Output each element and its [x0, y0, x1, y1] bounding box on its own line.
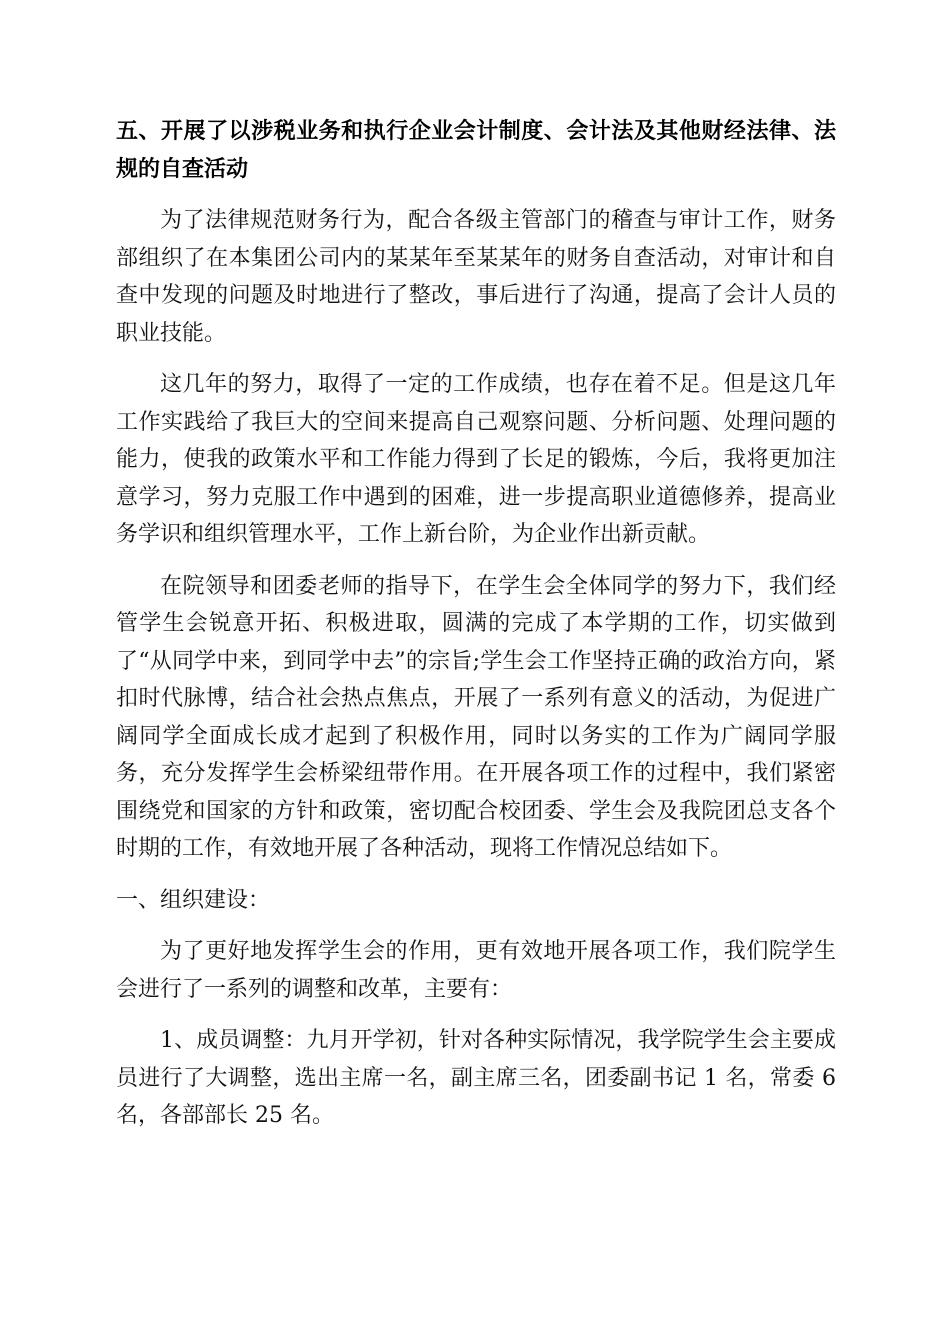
paragraph-achievements: 这几年的努力，取得了一定的工作成绩，也存在着不足。但是这几年工作实践给了我巨大的空间来提高自己观察问题、分析问题、处理问题的能力，使我的政策水平和工作能力得到了长足的锻炼，今后，我将更加注意学习，努力克服工作中遇到的困难，进一步提高职业道德修养，提高业务学识和组织管理水平，工作上新台阶，为企业作出新贡献。	[116, 372, 836, 547]
subsection-heading: 一、组织建设：	[116, 887, 271, 913]
paragraph-student-union: 在院领导和团委老师的指导下，在学生会全体同学的努力下，我们经管学生会锐意开拓、积极进取，圆满的完成了本学期的工作，切实做到了“从同学中来，到同学中去”的宗旨;学生会工作坚持正确的政治方向，紧扣时代脉博，结合社会热点焦点，开展了一系列有意义的活动，为促进广阔同学全面成长成才起到了积极作用，同时以务实的工作为广阔同学服务，充分发挥学生会桥梁纽带作用。在开展各项工作的过程中，我们紧密围绕党和国家的方针和政策，密切配合校团委、学生会及我院团总支各个时期的工作，有效地开展了各种活动，现将工作情况总结如下。	[116, 573, 836, 861]
paragraph-org-intro: 为了更好地发挥学生会的作用，更有效地开展各项工作，我们院学生会进行了一系列的调整和改革，主要有：	[116, 939, 836, 1002]
paragraph-member-adjustment: 1、成员调整：九月开学初，针对各种实际情况，我学院学生会主要成员进行了大调整，选出主席一名，副主席三名，团委副书记 1 名，常委 6 名，各部部长 25 名。	[116, 1028, 836, 1128]
section-heading: 五、开展了以涉税业务和执行企业会计制度、会计法及其他财经法律、法规的自查活动	[116, 119, 836, 182]
document-body	[116, 113, 836, 1149]
paragraph-self-audit: 为了法律规范财务行为，配合各级主管部门的稽查与审计工作，财务部组织了在本集团公司内的某某年至某某年的财务自查活动，对审计和自查中发现的问题及时地进行了整改，事后进行了沟通，提高了会计人员的职业技能。	[116, 208, 836, 346]
